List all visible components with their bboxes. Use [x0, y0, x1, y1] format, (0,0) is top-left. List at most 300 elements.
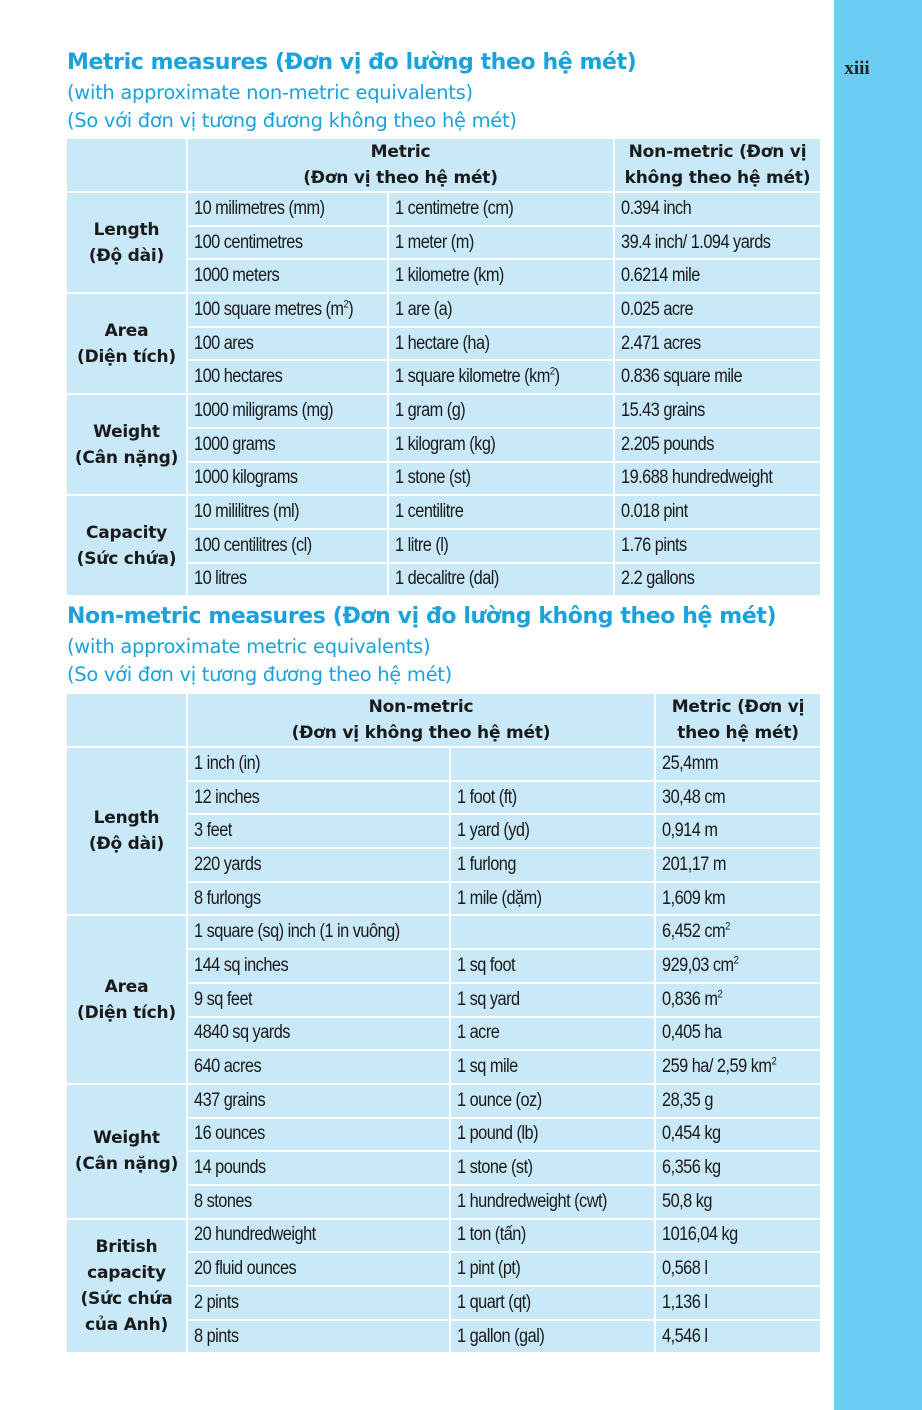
equivalent-text	[621, 299, 693, 321]
quantity-cell	[188, 782, 449, 814]
quantity-closing: )	[348, 298, 354, 320]
group-label	[67, 496, 186, 595]
group-label-line: Length	[93, 808, 160, 829]
quantity-value: 1 square (sq) inch (1 in vuông)	[194, 921, 400, 943]
equivalent-cell	[615, 260, 820, 292]
unit-value: 1 gallon (gal)	[457, 1325, 545, 1347]
equivalent-cell	[656, 1119, 820, 1151]
quantity-value: 2 pints	[194, 1291, 239, 1313]
quantity-value: 10 litres	[194, 568, 247, 590]
unit-cell	[451, 1253, 654, 1285]
equivalent-cell	[656, 782, 820, 814]
unit-value: 1 foot (ft)	[457, 786, 517, 808]
unit-cell	[451, 1018, 654, 1050]
unit-text	[457, 1090, 542, 1112]
unit-cell	[451, 916, 654, 948]
quantity-text	[194, 1022, 290, 1044]
unit-cell	[389, 227, 613, 259]
group-label-vi: (Độ dài)	[88, 245, 165, 266]
quantity-cell	[188, 496, 387, 528]
quantity-cell	[188, 950, 449, 982]
unit-cell	[389, 496, 613, 528]
quantity-value: 16 ounces	[194, 1123, 265, 1145]
quantity-cell	[188, 564, 387, 596]
unit-cell	[389, 395, 613, 427]
quantity-text	[194, 820, 232, 842]
equivalent-cell	[656, 748, 820, 780]
unit-cell	[389, 193, 613, 225]
quantity-text	[194, 265, 279, 287]
equivalent-text	[662, 1157, 721, 1179]
unit-cell	[389, 564, 613, 596]
quantity-text	[194, 989, 252, 1011]
group-label-line: capacity	[87, 1263, 166, 1283]
quantity-text	[194, 1090, 265, 1112]
equivalent-text	[621, 535, 687, 557]
equivalent-superscript: 2	[717, 988, 723, 1001]
quantity-cell	[188, 429, 387, 461]
quantity-text	[194, 1326, 239, 1348]
unit-cell	[451, 1152, 654, 1184]
equivalent-value: 201,17 m	[662, 853, 727, 875]
equivalent-value: 39.4 inch/ 1.094 yards	[621, 231, 771, 253]
unit-value: 1 ton (tấn)	[457, 1224, 526, 1246]
unit-value: 1 ounce (oz)	[457, 1089, 542, 1111]
quantity-value: 20 fluid ounces	[194, 1258, 297, 1280]
quantity-text	[194, 400, 333, 422]
quantity-value: 4840 sq yards	[194, 1022, 290, 1044]
unit-text	[395, 299, 452, 321]
unit-cell	[451, 1119, 654, 1151]
quantity-cell	[188, 227, 387, 259]
equivalent-cell	[656, 1051, 820, 1083]
nonmetric-subtitle-vi: (So với đơn vị tương đương theo hệ mét)	[67, 663, 452, 686]
quantity-cell	[188, 328, 387, 360]
quantity-value: 1000 kilograms	[194, 467, 298, 489]
equivalent-cell	[656, 1220, 820, 1252]
unit-cell	[451, 1321, 654, 1353]
equivalent-value: 1,136 l	[662, 1291, 708, 1313]
unit-value: 1 square kilometre (km	[395, 366, 550, 388]
unit-text	[457, 955, 515, 977]
equivalent-text	[662, 989, 722, 1011]
equivalent-cell	[656, 1085, 820, 1117]
unit-value: 1 hectare (ha)	[395, 332, 490, 354]
equivalent-text	[662, 820, 717, 842]
equivalent-cell	[656, 1321, 820, 1353]
table-row	[67, 294, 820, 326]
quantity-value: 14 pounds	[194, 1157, 266, 1179]
equivalent-cell	[656, 883, 820, 915]
quantity-text	[194, 568, 247, 590]
equivalent-cell	[656, 1186, 820, 1218]
unit-value: 1 stone (st)	[457, 1157, 533, 1179]
equivalent-value: 2.2 gallons	[621, 568, 695, 590]
unit-text	[457, 787, 517, 809]
equivalent-cell	[615, 294, 820, 326]
equivalent-text	[621, 400, 705, 422]
equivalent-text	[621, 232, 770, 254]
equivalent-cell	[656, 849, 820, 881]
quantity-superscript: 2	[343, 298, 349, 311]
unit-text	[457, 1022, 499, 1044]
unit-cell	[451, 1220, 654, 1252]
header-nonmetric	[188, 694, 654, 746]
quantity-text	[194, 198, 325, 220]
equivalent-value: 0,914 m	[662, 820, 718, 842]
quantity-value: 100 square metres (m	[194, 298, 344, 320]
quantity-text	[194, 299, 353, 321]
equivalent-value: 0,405 ha	[662, 1022, 722, 1044]
quantity-text	[194, 1157, 266, 1179]
unit-cell	[389, 530, 613, 562]
unit-text	[395, 198, 513, 220]
quantity-text	[194, 854, 261, 876]
equivalent-cell	[615, 227, 820, 259]
equivalent-text	[662, 1191, 712, 1213]
header-nonmetric-line2: không theo hệ mét)	[624, 168, 811, 188]
quantity-cell	[188, 1152, 449, 1184]
nonmetric-table	[65, 692, 822, 1354]
unit-cell	[451, 883, 654, 915]
quantity-text	[194, 753, 260, 775]
nonmetric-subtitle-en: (with approximate metric equivalents)	[67, 635, 431, 658]
quantity-text	[194, 535, 312, 557]
nonmetric-section-title: Non-metric measures (Đơn vị đo lường không theo hệ mét)	[67, 604, 777, 629]
quantity-cell	[188, 1119, 449, 1151]
group-label	[67, 1085, 186, 1218]
group-label-vi: (Diện tích)	[77, 346, 176, 367]
group-label	[67, 748, 186, 914]
unit-cell	[451, 984, 654, 1016]
equivalent-cell	[656, 1253, 820, 1285]
unit-value: 1 pound (lb)	[457, 1123, 539, 1145]
header-nonmetric-line2: (Đơn vị không theo hệ mét)	[291, 723, 551, 743]
quantity-text	[194, 1292, 239, 1314]
unit-text	[457, 888, 542, 910]
quantity-value: 8 stones	[194, 1190, 252, 1212]
header-metric	[188, 139, 613, 191]
quantity-value: 8 furlongs	[194, 887, 261, 909]
quantity-cell	[188, 260, 387, 292]
group-label-line: British	[95, 1237, 158, 1257]
equivalent-value: 6,452 cm	[662, 921, 726, 943]
quantity-cell	[188, 1018, 449, 1050]
quantity-cell	[188, 1220, 449, 1252]
equivalent-value: 4,546 l	[662, 1325, 708, 1347]
unit-text	[457, 1326, 544, 1348]
equivalent-value: 0,454 kg	[662, 1123, 721, 1145]
equivalent-value: 0.6214 mile	[621, 265, 700, 287]
equivalent-text	[662, 1224, 738, 1246]
equivalent-value: 50,8 kg	[662, 1190, 713, 1212]
equivalent-text	[662, 854, 726, 876]
side-color-band	[834, 0, 922, 1410]
equivalent-text	[621, 467, 772, 489]
unit-value: 1 furlong	[457, 853, 516, 875]
unit-value: 1 acre	[457, 1022, 500, 1044]
unit-value: 1 litre (l)	[395, 534, 449, 556]
equivalent-text	[662, 1292, 707, 1314]
unit-cell	[389, 260, 613, 292]
quantity-text	[194, 501, 299, 523]
unit-value: 1 yard (yd)	[457, 820, 530, 842]
header-nonmetric-line1: Non-metric (Đơn vị	[628, 142, 807, 162]
quantity-cell	[188, 294, 387, 326]
quantity-cell	[188, 1186, 449, 1218]
unit-value: 1 mile (dặm)	[457, 887, 542, 909]
unit-value: 1 gram (g)	[395, 399, 466, 421]
equivalent-text	[662, 921, 730, 943]
equivalent-value: 25,4mm	[662, 752, 718, 774]
unit-cell	[451, 1051, 654, 1083]
unit-value: 1 sq mile	[457, 1056, 518, 1078]
group-label	[67, 294, 186, 393]
group-label-line: (Sức chứa	[80, 1289, 173, 1309]
group-label	[67, 193, 186, 292]
equivalent-value: 1,609 km	[662, 887, 726, 909]
quantity-cell	[188, 1287, 449, 1319]
table-row	[67, 748, 820, 780]
header-metric-line1: Metric (Đơn vị	[671, 697, 805, 717]
equivalent-cell	[615, 328, 820, 360]
equivalent-text	[662, 753, 718, 775]
equivalent-cell	[615, 564, 820, 596]
quantity-value: 8 pints	[194, 1325, 239, 1347]
quantity-value: 10 mililitres (ml)	[194, 501, 300, 523]
quantity-value: 100 hectares	[194, 366, 283, 388]
unit-superscript: 2	[549, 365, 555, 378]
equivalent-value: 28,35 g	[662, 1089, 713, 1111]
group-label-en: Length	[93, 219, 160, 240]
unit-text	[457, 1123, 538, 1145]
equivalent-cell	[656, 950, 820, 982]
quantity-value: 220 yards	[194, 853, 262, 875]
quantity-text	[194, 921, 400, 943]
unit-cell	[389, 463, 613, 495]
unit-text	[457, 1157, 533, 1179]
metric-table	[65, 137, 822, 597]
quantity-text	[194, 1056, 261, 1078]
equivalent-value: 2.205 pounds	[621, 433, 714, 455]
quantity-text	[194, 434, 275, 456]
unit-cell	[451, 1085, 654, 1117]
header-nonmetric-line1: Non-metric	[368, 697, 474, 717]
equivalent-text	[621, 198, 691, 220]
equivalent-text	[662, 1022, 721, 1044]
unit-text	[395, 333, 490, 355]
unit-text	[457, 854, 516, 876]
unit-text	[395, 568, 499, 590]
unit-text	[395, 232, 474, 254]
equivalent-cell	[615, 463, 820, 495]
equivalent-cell	[615, 530, 820, 562]
equivalent-text	[662, 1123, 721, 1145]
quantity-text	[194, 333, 253, 355]
equivalent-value: 30,48 cm	[662, 786, 726, 808]
quantity-text	[194, 366, 282, 388]
group-label	[67, 395, 186, 494]
equivalent-text	[621, 568, 694, 590]
equivalent-text	[621, 501, 688, 523]
equivalent-value: 1016,04 kg	[662, 1224, 738, 1246]
unit-cell	[451, 748, 654, 780]
quantity-cell	[188, 395, 387, 427]
group-label-en: Area	[104, 320, 149, 341]
unit-text	[395, 467, 471, 489]
quantity-value: 9 sq feet	[194, 988, 253, 1010]
equivalent-superscript: 2	[725, 920, 730, 933]
unit-text	[457, 1224, 526, 1246]
unit-value: 1 are (a)	[395, 298, 453, 320]
quantity-value: 1000 grams	[194, 433, 276, 455]
group-label-line: Area	[104, 976, 149, 997]
quantity-cell	[188, 361, 387, 393]
equivalent-cell	[656, 916, 820, 948]
equivalent-cell	[656, 1287, 820, 1319]
quantity-value: 3 feet	[194, 820, 232, 842]
group-label-en: Weight	[93, 421, 160, 442]
unit-closing: )	[554, 366, 560, 388]
quantity-text	[194, 955, 288, 977]
unit-cell	[451, 782, 654, 814]
equivalent-value: 2.471 acres	[621, 332, 701, 354]
quantity-cell	[188, 916, 449, 948]
unit-value: 1 kilogram (kg)	[395, 433, 496, 455]
quantity-cell	[188, 748, 449, 780]
quantity-cell	[188, 849, 449, 881]
group-label-line: (Cân nặng)	[74, 1154, 179, 1175]
group-label	[67, 1220, 186, 1353]
unit-value: 1 quart (qt)	[457, 1291, 531, 1313]
equivalent-value: 6,356 kg	[662, 1157, 721, 1179]
unit-value: 1 centilitre	[395, 501, 464, 523]
unit-value: 1 stone (st)	[395, 467, 471, 489]
unit-text	[457, 1191, 607, 1213]
quantity-text	[194, 467, 298, 489]
equivalent-cell	[615, 496, 820, 528]
quantity-value: 640 acres	[194, 1056, 262, 1078]
quantity-text	[194, 232, 303, 254]
unit-value: 1 hundredweight (cwt)	[457, 1190, 607, 1212]
equivalent-cell	[656, 1152, 820, 1184]
group-label	[67, 916, 186, 1082]
unit-text	[395, 400, 465, 422]
quantity-text	[194, 1191, 252, 1213]
equivalent-superscript: 2	[733, 954, 739, 967]
nonmetric-header-row	[67, 694, 820, 746]
group-label-line: của Anh)	[84, 1315, 169, 1335]
equivalent-superscript: 2	[771, 1055, 777, 1068]
header-blank-cell	[67, 694, 186, 746]
group-label-line: (Độ dài)	[88, 834, 165, 855]
metric-subtitle-en: (with approximate non-metric equivalents)	[67, 81, 473, 104]
equivalent-text	[662, 888, 725, 910]
equivalent-text	[621, 434, 714, 456]
quantity-cell	[188, 815, 449, 847]
quantity-text	[194, 1258, 296, 1280]
table-row	[67, 395, 820, 427]
group-label-line: Weight	[93, 1128, 160, 1149]
quantity-value: 12 inches	[194, 786, 260, 808]
unit-text	[457, 820, 529, 842]
quantity-cell	[188, 530, 387, 562]
equivalent-cell	[656, 815, 820, 847]
equivalent-value: 19.688 hundredweight	[621, 467, 773, 489]
unit-text	[457, 1292, 531, 1314]
equivalent-value: 0.836 square mile	[621, 366, 743, 388]
equivalent-text	[662, 787, 725, 809]
quantity-text	[194, 888, 261, 910]
unit-text	[395, 501, 463, 523]
unit-value: 1 sq yard	[457, 988, 520, 1010]
equivalent-value: 1.76 pints	[621, 534, 687, 556]
equivalent-cell	[656, 1018, 820, 1050]
group-label-vi: (Cân nặng)	[74, 447, 179, 468]
quantity-cell	[188, 1051, 449, 1083]
equivalent-value: 0.394 inch	[621, 197, 692, 219]
group-label-vi: (Sức chứa)	[76, 548, 177, 569]
quantity-value: 1000 miligrams (mg)	[194, 399, 334, 421]
table-row	[67, 193, 820, 225]
header-metric-line1: Metric	[370, 142, 431, 162]
header-metric-line2: theo hệ mét)	[677, 723, 799, 743]
table-row	[67, 1085, 820, 1117]
equivalent-text	[621, 265, 700, 287]
unit-value: 1 kilometre (km)	[395, 265, 504, 287]
unit-cell	[451, 849, 654, 881]
equivalent-value: 15.43 grains	[621, 399, 705, 421]
metric-section-title: Metric measures (Đơn vị đo lường theo hệ mét)	[67, 50, 637, 75]
quantity-value: 437 grains	[194, 1089, 266, 1111]
equivalent-value: 0,568 l	[662, 1258, 708, 1280]
equivalent-cell	[656, 984, 820, 1016]
header-metric-line2: (Đơn vị theo hệ mét)	[303, 168, 498, 188]
quantity-value: 144 sq inches	[194, 954, 289, 976]
quantity-value: 100 centimetres	[194, 231, 303, 253]
page-number: xiii	[844, 58, 870, 79]
quantity-text	[194, 787, 259, 809]
quantity-value: 20 hundredweight	[194, 1224, 316, 1246]
equivalent-cell	[615, 395, 820, 427]
metric-subtitle-vi: (So với đơn vị tương đương không theo hệ mét)	[67, 109, 517, 132]
equivalent-text	[662, 1056, 776, 1078]
group-label-line: (Diện tích)	[77, 1002, 176, 1023]
unit-value: 1 centimetre (cm)	[395, 197, 514, 219]
quantity-value: 100 centilitres (cl)	[194, 534, 312, 556]
unit-cell	[451, 950, 654, 982]
unit-value: 1 pint (pt)	[457, 1258, 521, 1280]
equivalent-text	[621, 366, 742, 388]
quantity-cell	[188, 463, 387, 495]
equivalent-value: 0.018 pint	[621, 501, 688, 523]
unit-text	[457, 1258, 520, 1280]
header-blank-cell	[67, 139, 186, 191]
equivalent-text	[662, 1090, 713, 1112]
equivalent-value: 259 ha/ 2,59 km	[662, 1056, 772, 1078]
unit-cell	[389, 294, 613, 326]
unit-value: 1 meter (m)	[395, 231, 474, 253]
table-row	[67, 916, 820, 948]
equivalent-value: 0,836 m	[662, 988, 718, 1010]
quantity-cell	[188, 193, 387, 225]
group-label-en: Capacity	[85, 522, 168, 543]
header-metric	[656, 694, 820, 746]
unit-value: 1 decalitre (dal)	[395, 568, 499, 590]
equivalent-value: 929,03 cm	[662, 954, 734, 976]
unit-cell	[389, 429, 613, 461]
quantity-cell	[188, 1253, 449, 1285]
